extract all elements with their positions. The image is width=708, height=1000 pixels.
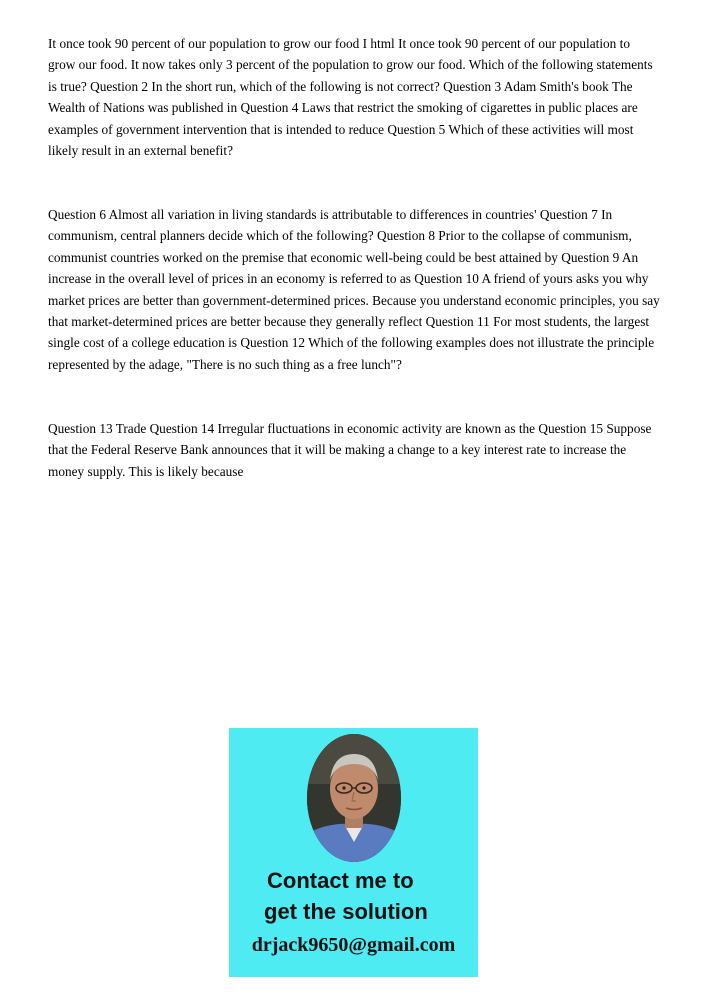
promo-headline-line-2: get the solution	[264, 899, 428, 924]
promo-headline-line-1: Contact me to	[267, 868, 414, 893]
contact-promo-banner	[229, 728, 478, 977]
person-portrait-icon	[307, 734, 401, 862]
paragraph-questions-6-12: Question 6 Almost all variation in living standards is attributable to differences in countries' Question 7 In communism, central planners decide which of the following? Question 8 Prior to the collapse of communism, communist countries worked on the premise that economic well-being could be best attained by Question 9 An increase in the overall level of prices in an economy is referred to as Question 10 A friend of yours asks you why market prices are better than government-determined prices. Because you understand economic principles, you say that market-determined prices are better because they generally reflect Question 11 For most students, the largest single cost of a college education is Question 12 Which of the following examples does not illustrate the principle represented by the adage, "There is no such thing as a free lunch"?	[48, 207, 660, 372]
paragraph-questions-1-5: It once took 90 percent of our population to grow our food I html It once took 90 percent of our population to grow our food. It now takes only 3 percent of the population to grow our food. Which of the following statements is true? Question 2 In the short run, which of the following is not correct? Question 3 Adam Smith's book The Wealth of Nations was published in Question 4 Laws that restrict the smoking of cigarettes in public places are examples of government intervention that is intended to reduce Question 5 Which of these activities will most likely result in an external benefit?	[48, 36, 653, 159]
contact-email: drjack9650@gmail.com	[251, 934, 456, 956]
paragraph-questions-13-15: Question 13 Trade Question 14 Irregular fluctuations in economic activity are known as the Question 15 Suppose that the Federal Reserve Bank announces that it will be making a change to a key interest rate to increase the money supply. This is likely because	[48, 421, 652, 479]
